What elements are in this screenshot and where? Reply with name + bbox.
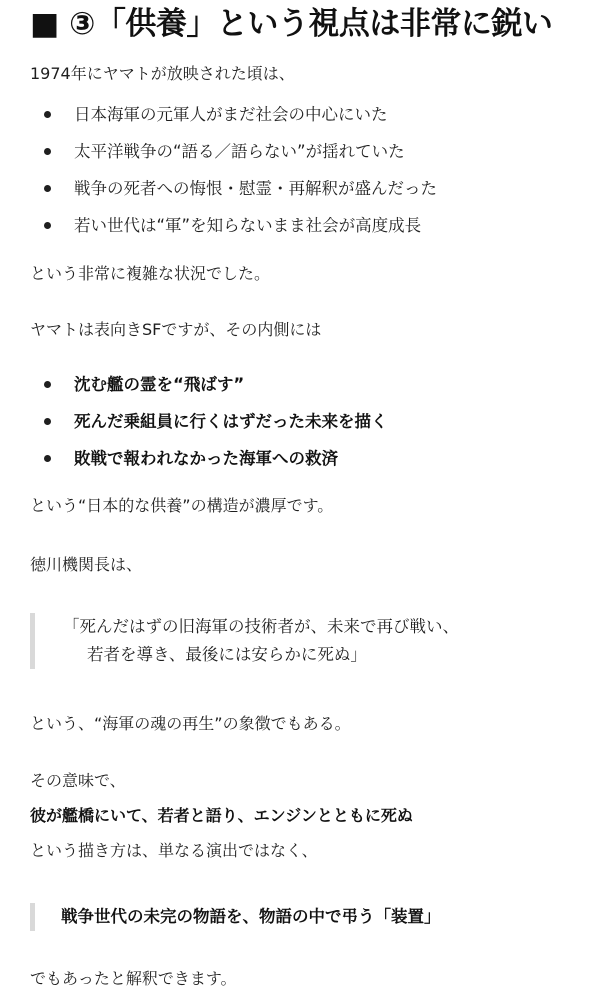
bullet-icon [44,148,51,155]
list-item: 敗戦で報われなかった海軍への救済 [30,440,388,477]
depiction-text: という描き方は、単なる演出ではなく、 [30,841,318,860]
intro-text: 1974年にヤマトが放映された頃は、 [30,64,295,83]
list-item: 太平洋戦争の“語る／語らない”が揺れていた [30,133,437,170]
emphasis-text: 彼が艦橋にいて、若者と語り、エンジンとともに死ぬ [30,806,413,825]
list-item: 沈む艦の霊を“飛ばす” [30,366,388,403]
tokugawa-intro-text: 徳川機関長は、 [30,555,143,574]
quote-line: 若者を導き、最後には安らかに死ぬ」 [87,645,367,664]
list-item: 死んだ乗組員に行くはずだった未来を描く [30,403,388,440]
meaning-text: その意味で、 [30,771,126,790]
bullet-icon [44,111,51,118]
bullet-icon [44,418,51,425]
conclusion-text: でもあったと解釈できます。 [30,969,237,988]
list-item: 若い世代は“軍”を知らないまま社会が高度成長 [30,207,437,244]
themes-bullet-list [30,366,388,477]
highlight-quote [30,903,441,931]
blockquote [30,613,459,669]
symbol-text: という、“海軍の魂の再生”の象徴でもある。 [30,714,351,733]
quote-line: 「死んだはずの旧海軍の技術者が、未来で再び戦い、 [63,617,459,636]
summary-text: という非常に複雑な状況でした。 [30,264,271,283]
structure-text: という“日本的な供養”の構造が濃厚です。 [30,496,334,515]
bullet-icon [44,381,51,388]
section-heading: ■ ③「供養」という視点は非常に鋭い [30,6,553,42]
bullet-icon [44,185,51,192]
quote-line: 戦争世代の未完の物語を、物語の中で弔う「装置」 [61,907,441,926]
bullet-icon [44,455,51,462]
list-item: 日本海軍の元軍人がまだ社会の中心にいた [30,96,437,133]
list-item: 戦争の死者への悔恨・慰霊・再解釈が盛んだった [30,170,437,207]
bullet-icon [44,222,51,229]
context-bullet-list [30,96,437,244]
yamato-intro-text: ヤマトは表向きSFですが、その内側には [30,320,322,339]
